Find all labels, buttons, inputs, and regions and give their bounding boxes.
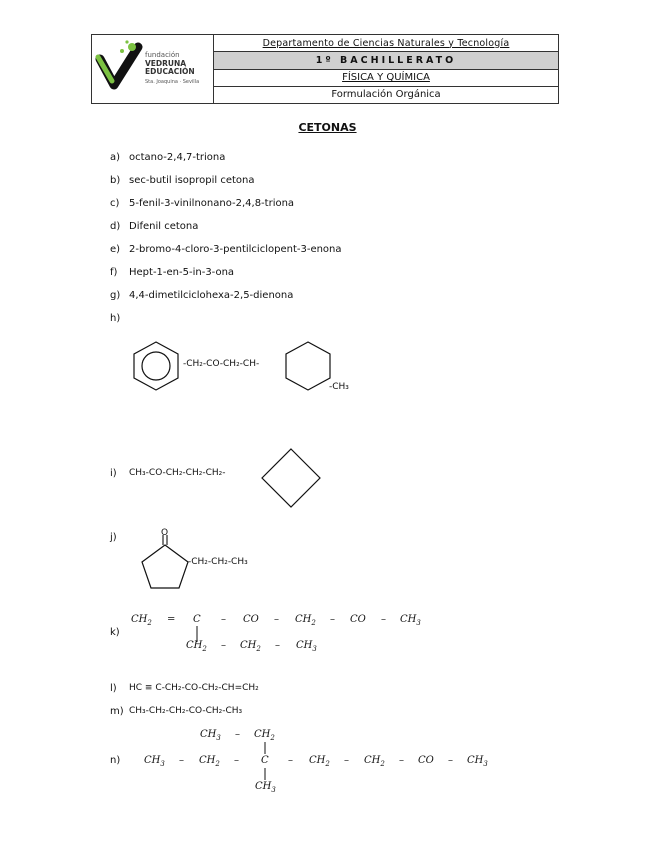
n-dash: – <box>234 755 239 766</box>
list-item: f) Hept-1-en-5-in-3-ona <box>110 267 235 278</box>
cyclobutane-ring-icon <box>260 447 322 509</box>
k-dash: – <box>221 640 226 651</box>
list-item: b) sec-butil isopropil cetona <box>110 175 255 186</box>
list-item: h) <box>110 313 121 324</box>
list-item: e) 2-bromo-4-cloro-3-pentilciclopent-3-enona <box>110 244 342 255</box>
topic-name: Formulación Orgánica <box>331 89 441 101</box>
k-co: CO <box>350 614 366 625</box>
h-methyl-text: -CH₃ <box>329 382 349 392</box>
topic-row <box>214 87 558 103</box>
n-ch2: $CH_2$ <box>309 755 330 768</box>
list-item: c) 5-fenil-3-vinilnonano-2,4,8-triona <box>110 198 295 209</box>
n-ch3: $CH_3$ <box>144 755 165 768</box>
logo-text: fundación VEDRUNA EDUCACIÓN Sta. Joaquina · Sevilla <box>145 51 200 85</box>
k-ch2: $CH_2$ <box>295 614 316 627</box>
k-c: C <box>193 614 201 625</box>
list-item: g) 4,4-dimetilciclohexa-2,5-dienona <box>110 290 294 301</box>
n-dash: – <box>399 755 404 766</box>
n-dash: – <box>179 755 184 766</box>
i-label: i) <box>110 468 117 479</box>
n-co: CO <box>418 755 434 766</box>
k-dash: – <box>221 614 226 625</box>
n-ch3: $CH_3$ <box>467 755 488 768</box>
n-ch3: $CH_3$ <box>255 781 276 794</box>
n-label: n) <box>110 755 121 766</box>
department-row <box>214 35 558 52</box>
h-chain-text: -CH₂-CO-CH₂-CH- <box>183 359 260 369</box>
l-label: l) <box>110 683 117 694</box>
n-dash: – <box>235 729 240 740</box>
list-item: a) octano-2,4,7-triona <box>110 152 226 163</box>
k-ch3: $CH_3$ <box>400 614 421 627</box>
list-item: d) Difenil cetona <box>110 221 199 232</box>
n-dash: – <box>448 755 453 766</box>
cyclohexane-ring-icon <box>286 342 330 390</box>
k-formula-top: $CH_2$ <box>131 614 152 627</box>
n-ch2: $CH_2$ <box>199 755 220 768</box>
n-dash: – <box>344 755 349 766</box>
school-logo <box>92 35 214 103</box>
k-ch3: $CH_3$ <box>296 640 317 653</box>
m-label: m) <box>110 706 124 717</box>
k-label: k) <box>110 627 120 638</box>
subject-name: FÍSICA Y QUÍMICA <box>342 72 430 84</box>
k-co: CO <box>243 614 259 625</box>
n-dash: – <box>288 755 293 766</box>
i-chain-text: CH₃-CO-CH₂-CH₂-CH₂- <box>129 468 226 478</box>
benzene-ring-icon <box>134 342 178 390</box>
n-ch3: $CH_3$ <box>200 729 221 742</box>
n-ch2: $CH_2$ <box>364 755 385 768</box>
l-formula: HC ≡ C-CH₂-CO-CH₂-CH=CH₂ <box>129 683 259 693</box>
course-name: 1º BACHILLERATO <box>315 54 457 66</box>
k-equals: = <box>167 614 176 625</box>
department-name: Departamento de Ciencias Naturales y Tecnología <box>262 37 510 49</box>
m-formula: CH₃-CH₂-CH₂-CO-CH₂-CH₃ <box>129 706 243 716</box>
k-dash: – <box>274 614 279 625</box>
course-row <box>214 52 558 69</box>
k-ch2: $CH_2$ <box>186 640 207 653</box>
k-ch2: $CH_2$ <box>240 640 261 653</box>
structure-h <box>132 340 362 400</box>
j-chain-text: -CH₂-CH₂-CH₃ <box>188 557 248 567</box>
k-dash: – <box>330 614 335 625</box>
n-bond-line-bottom <box>263 768 267 780</box>
subject-row <box>214 70 558 87</box>
j-oxygen: O <box>161 528 169 538</box>
n-c: C <box>261 755 269 766</box>
n-ch2: $CH_2$ <box>254 729 275 742</box>
document-header <box>91 34 559 104</box>
n-bond-line-top <box>263 742 267 754</box>
k-dash: – <box>275 640 280 651</box>
j-label: j) <box>110 532 117 543</box>
page-title: CETONAS <box>298 121 357 134</box>
k-dash: – <box>381 614 386 625</box>
